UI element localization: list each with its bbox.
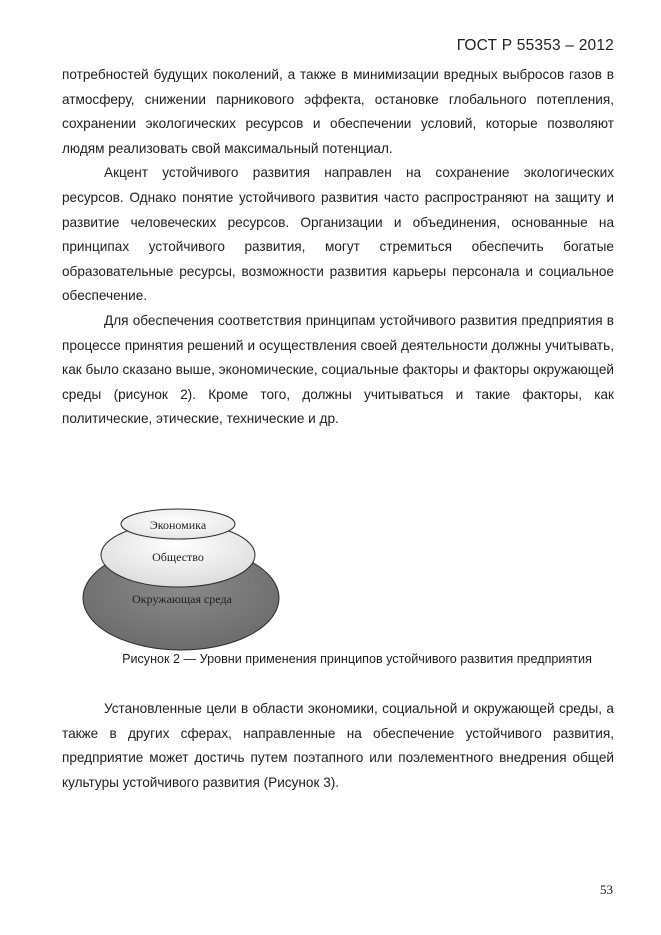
society-label: Общество [152, 550, 204, 564]
paragraph-goals: Установленные цели в области экономики, социальной и окружающей среды, а также в других сферах, направленные на обеспечение устойчивого развития, предприятие может достичь путем поэтапного или поэлементного внедрения общей культуры устойчивого развития (Рисунок 3). [62, 701, 614, 790]
levels-diagram [78, 502, 288, 657]
figure-caption: Рисунок 2 — Уровни применения принципов устойчивого развития предприятия [122, 652, 592, 666]
sustainability-levels-figure [78, 502, 288, 657]
paragraph-resources: Акцент устойчивого развития направлен на сохранение экологических ресурсов. Однако понятие устойчивого развития часто распространяют на защиту и развитие человеческих ресурсов. Организации и объединения, основанные на принципах устойчивого развития, могут стремиться обеспечить богатые образовательные ресурсы, возможности развития карьеры персонала и социальное обеспечение. [62, 165, 614, 304]
economy-label: Экономика [149, 518, 207, 532]
paragraph-continuation: потребностей будущих поколений, а также в минимизации вредных выбросов газов в атмосферу, снижении парникового эффекта, остановке глобального потепления, сохранении экологических ресурсов и обеспечении условий, которые позволяют людям реализовать свой максимальный потенциал. [62, 67, 614, 156]
document-header: ГОСТ Р 55353 – 2012 [456, 37, 614, 54]
closing-text [62, 697, 614, 795]
paragraph-factors: Для обеспечения соответствия принципам устойчивого развития предприятия в процессе принятия решений и осуществления своей деятельности должны учитывать, как было сказано выше, экономические, социальные факторы и факторы окружающей среды (рисунок 2). Кроме того, должны учитываться и такие факторы, как политические, этические, технические и др. [62, 312, 614, 427]
environment-label: Окружающая среда [132, 592, 232, 606]
body-text [62, 63, 614, 432]
page-number: 53 [600, 882, 613, 897]
